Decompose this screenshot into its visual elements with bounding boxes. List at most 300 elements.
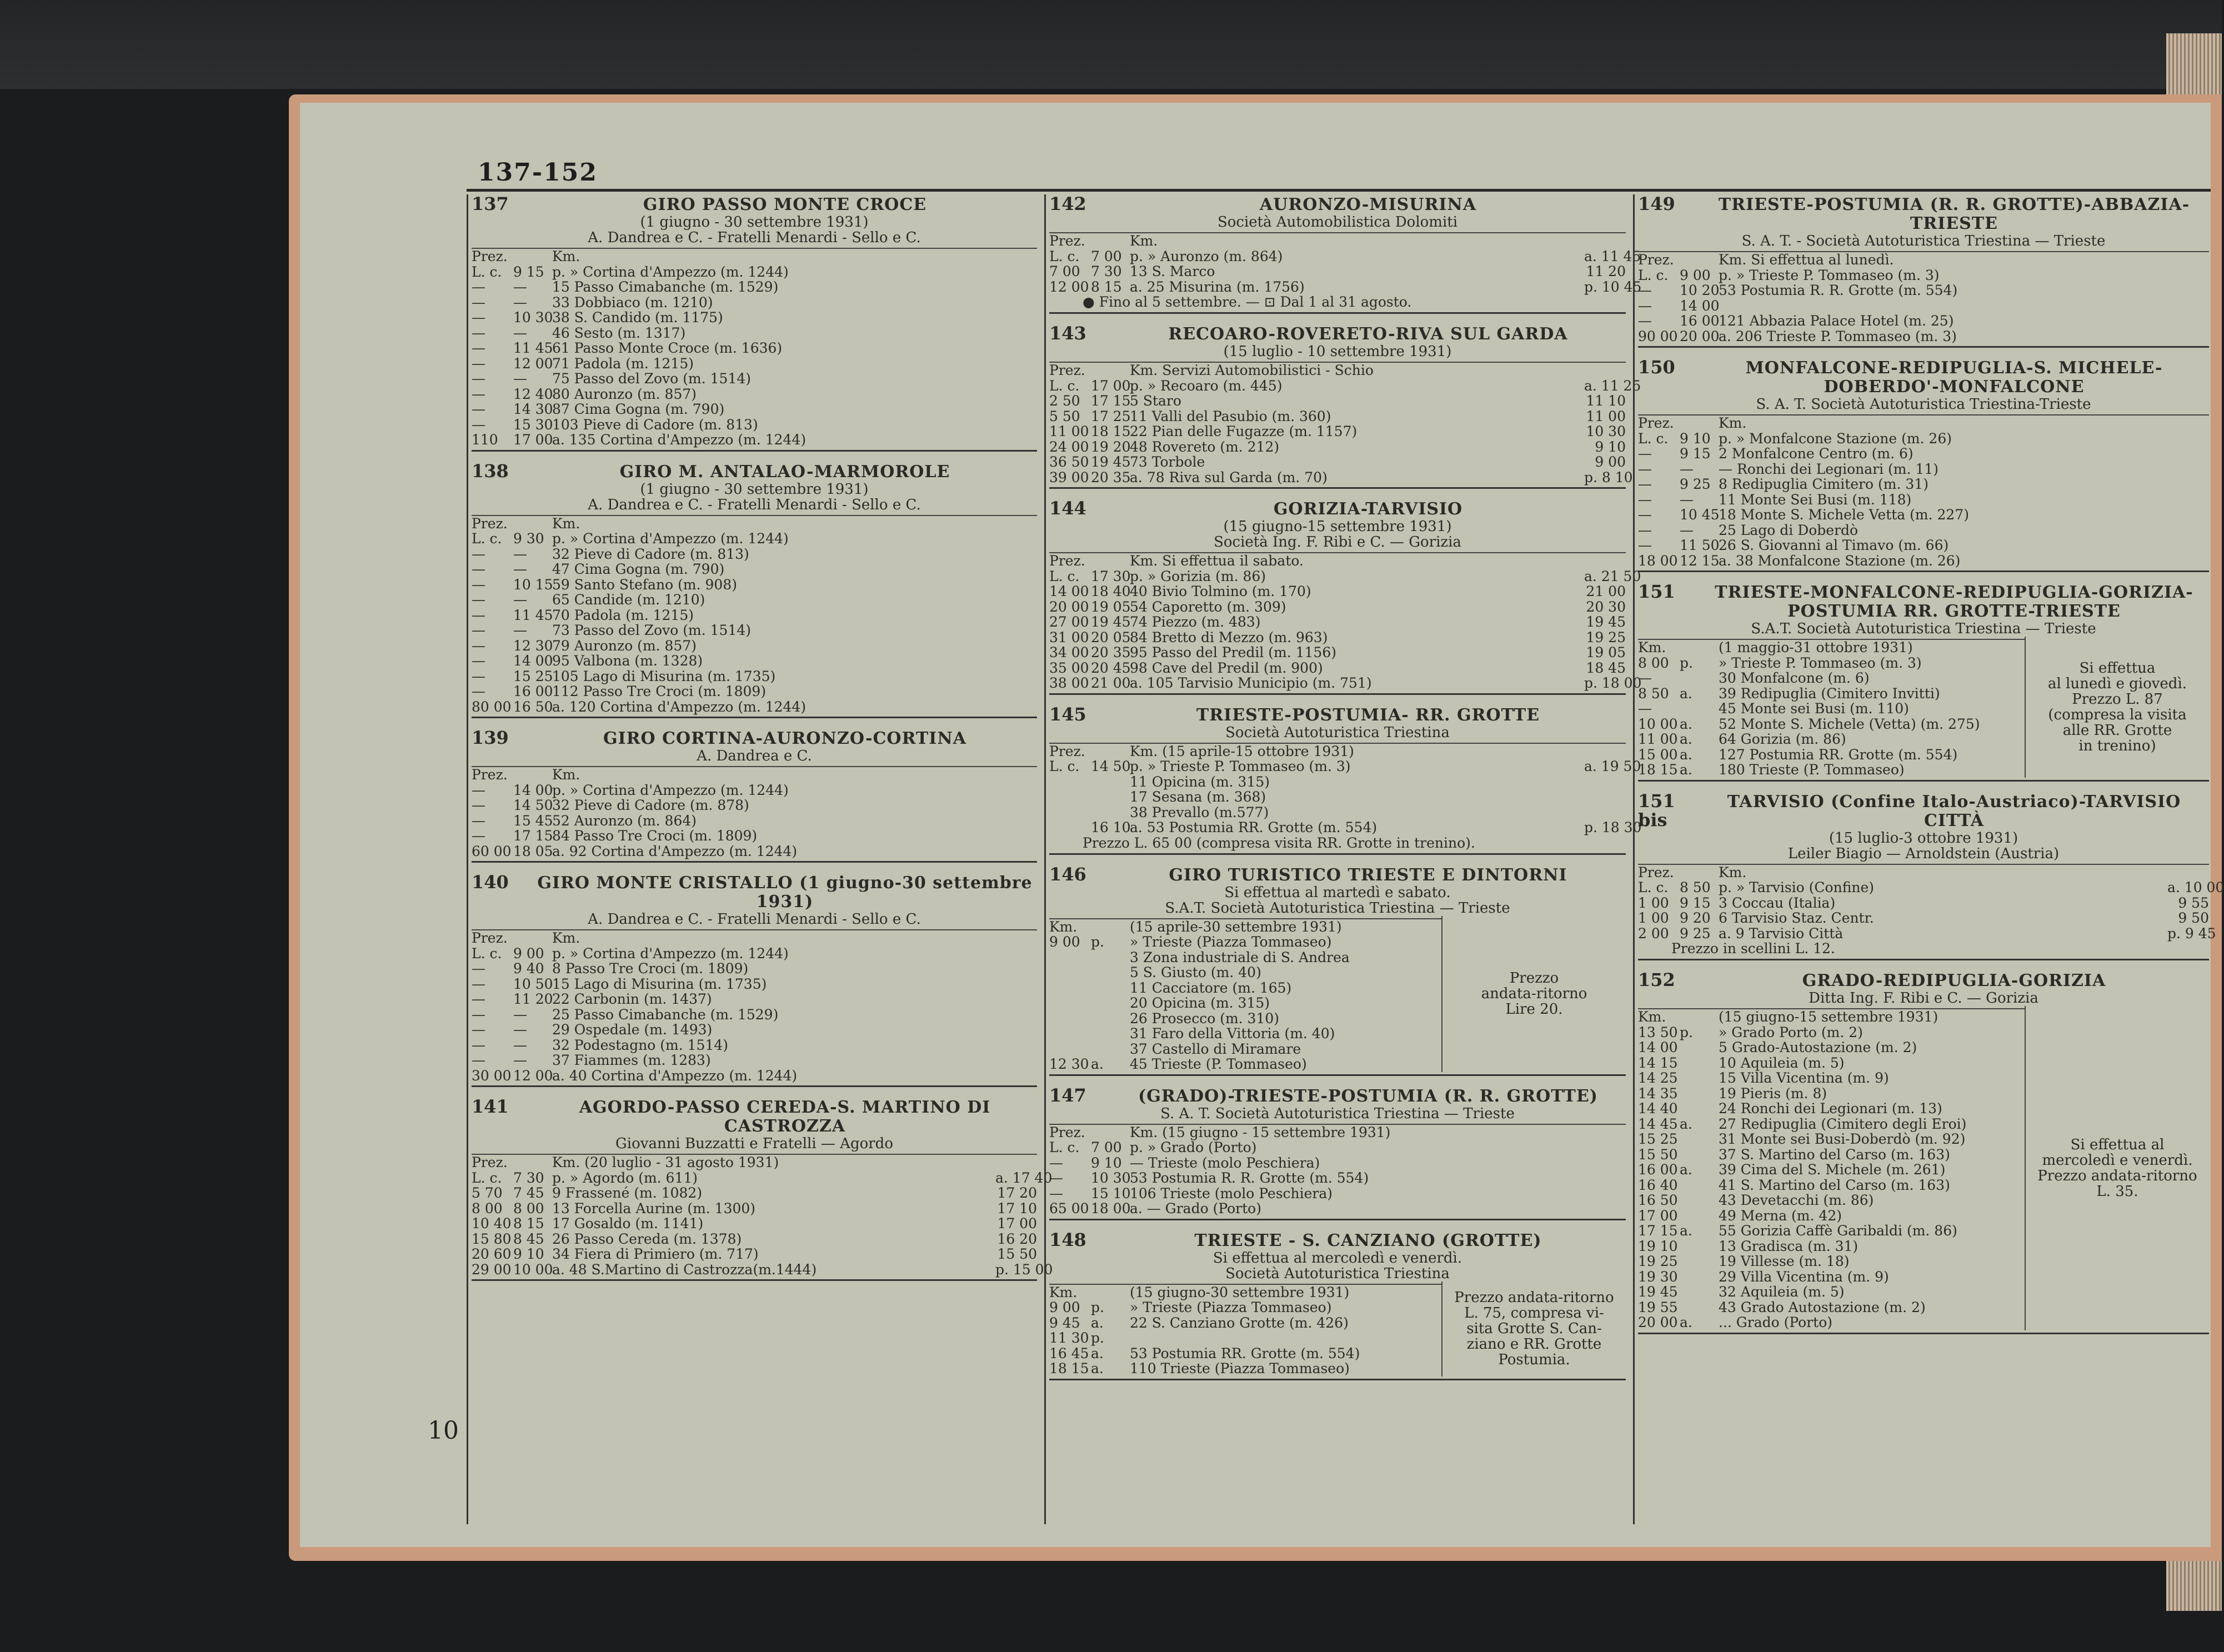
return-time-cell: a. 11 25 (1584, 377, 1641, 394)
return-time-cell: 9 50 (2178, 910, 2209, 926)
section-body (1049, 743, 1642, 835)
return-time-cell (1584, 1186, 1626, 1202)
return-time-cell (1983, 701, 2025, 717)
time-cell (1680, 252, 1719, 268)
return-time-cell (2167, 415, 2209, 431)
section-number: 152 (1638, 969, 1675, 990)
stop-cell: 59 Santo Stefano (m. 908) (552, 576, 737, 593)
timetable-row (1049, 744, 1626, 759)
timetable-row (472, 1169, 1053, 1186)
return-time-cell (1983, 1284, 2025, 1300)
time-cell (513, 1155, 552, 1170)
price-cell: — (1638, 476, 1652, 492)
price-cell: 7 00 (1049, 263, 1080, 279)
section-subtitle: Società Automobilistica Dolomiti (1217, 214, 1458, 231)
price-cell: 20 00 (1638, 1314, 1678, 1330)
stop-cell: p. » Cortina d'Ampezzo (m. 1244) (552, 945, 789, 962)
time-cell (1680, 1101, 1719, 1117)
stop-cell: 17 Gosaldo (m. 1141) (552, 1215, 704, 1232)
section-title: GIRO CORTINA-AURONZO-CORTINA (603, 729, 967, 748)
side-note-box (1441, 1281, 1626, 1376)
timetable-row (1049, 1300, 1441, 1315)
price-cell: 16 00 (1638, 1162, 1678, 1178)
timetable-row (472, 684, 1037, 699)
stop-cell: 27 Redipuglia (Cimitero degli Eroi) (1719, 1115, 1967, 1132)
price-cell: — (472, 991, 485, 1007)
price-cell: — (1638, 460, 1652, 477)
return-time-cell: 11 20 (1586, 263, 1626, 279)
stop-cell: 52 Auronzo (m. 864) (552, 812, 697, 829)
timetable-row (1049, 1170, 1626, 1186)
side-note-line: andata-ritorno (1481, 985, 1587, 1002)
section-number: 140 (472, 872, 509, 893)
side-note-line: ziano e RR. Grotte (1466, 1336, 1602, 1353)
time-cell (1680, 1178, 1719, 1193)
return-time-cell (995, 310, 1037, 326)
return-time-cell (1983, 1300, 2025, 1315)
price-cell: — (472, 607, 485, 623)
timetable-row (472, 798, 1037, 813)
section-number: 148 (1049, 1229, 1086, 1250)
timetable-row (1638, 313, 2209, 329)
timetable-row (472, 992, 1037, 1007)
timetable-row (1049, 1186, 1626, 1202)
return-time-cell: 10 30 (1586, 423, 1626, 439)
stop-cell: 43 Devetacchi (m. 86) (1719, 1192, 1874, 1208)
stop-cell: 22 Pian delle Fugazze (m. 1157) (1130, 423, 1358, 439)
section-number: 150 (1638, 357, 1675, 378)
section-subtitle: Si effettua al mercoledì e venerdì. (1213, 1249, 1462, 1266)
return-time-cell (1584, 789, 1626, 805)
stop-cell: 32 Podestagno (m. 1514) (552, 1037, 729, 1053)
time-cell (1091, 1011, 1130, 1027)
section-number: 146 (1049, 863, 1086, 885)
return-time-cell (2167, 268, 2209, 283)
price-cell: Km. (1049, 1284, 1078, 1300)
time-cell: — (513, 324, 527, 341)
time-cell: 9 10 (1680, 430, 1711, 447)
price-cell: 11 30 (1049, 1330, 1089, 1346)
timetable-section (1049, 865, 1626, 1076)
price-cell: — (1638, 537, 1652, 553)
return-time-cell (995, 813, 1037, 829)
time-cell (1091, 919, 1130, 935)
timetable-row (1638, 701, 2025, 717)
time-cell: 12 00 (513, 1067, 553, 1084)
timetable-row (472, 1185, 1037, 1201)
timetable-row (1049, 1346, 1441, 1361)
return-time-cell (1584, 363, 1626, 378)
return-time-cell (995, 356, 1037, 372)
section-subtitle: Società Ing. F. Ribi e C. — Gorizia (1214, 534, 1461, 550)
stop-cell: 87 Cima Gogna (m. 790) (552, 401, 725, 417)
timetable-row (1049, 1361, 1441, 1376)
time-cell: 20 00 (1680, 328, 1720, 344)
section-header (1049, 194, 1626, 214)
section-header (1638, 582, 2209, 621)
stop-cell: 25 Passo Cimabanche (m. 1529) (552, 1006, 779, 1023)
section-subtitle: (15 luglio-3 ottobre 1931) (1829, 829, 2018, 847)
return-time-cell (995, 623, 1037, 638)
stop-cell: (15 aprile-30 settembre 1931) (1130, 918, 1342, 935)
timetable-row (1638, 523, 2209, 538)
stop-cell: 38 Prevallo (m.577) (1130, 804, 1269, 820)
price-cell: 12 30 (1049, 1056, 1089, 1072)
section-body (1049, 552, 1642, 691)
time-cell: 9 40 (513, 960, 544, 977)
section-title: TRIESTE-POSTUMIA (R. R. GROTTE)-ABBAZIA-TRIESTE (1718, 195, 2190, 233)
time-cell (1680, 1070, 1719, 1086)
time-cell: 8 15 (513, 1215, 544, 1232)
timetable-row (472, 356, 1037, 372)
section-body (472, 766, 1037, 859)
timetable-row (472, 1246, 1037, 1262)
time-cell (513, 516, 552, 532)
price-cell: — (472, 401, 485, 417)
price-cell (1049, 950, 1091, 965)
section-note: Prezzo in scellini L. 12. (1671, 940, 1835, 957)
timetable-row (1638, 1269, 2025, 1285)
return-time-cell (1983, 1040, 2025, 1055)
timetable-section (1638, 790, 2224, 961)
header-rule (467, 189, 2211, 192)
return-time-cell (1400, 1346, 1441, 1361)
time-cell (1091, 1125, 1130, 1140)
timetable-row (472, 1053, 1037, 1068)
stop-cell: 3 Zona industriale di S. Andrea (1130, 949, 1350, 965)
price-cell: L. c. (472, 945, 502, 962)
price-cell: 38 00 (1049, 675, 1089, 691)
section-title: AURONZO-MISURINA (1259, 195, 1477, 214)
price-cell: — (472, 812, 485, 829)
return-time-cell: p. 18 00 (1584, 675, 1642, 691)
return-time-cell (2167, 507, 2209, 523)
price-cell: 34 00 (1049, 644, 1089, 660)
time-cell: 18 00 (1091, 1200, 1131, 1217)
timetable-row (472, 387, 1037, 402)
price-cell: 13 50 (1638, 1024, 1678, 1040)
timetable-rows (1049, 1124, 1626, 1217)
time-cell: 9 10 (1091, 1154, 1122, 1171)
timetable-row (1638, 1208, 2025, 1224)
return-time-cell: 17 00 (997, 1215, 1037, 1232)
stop-cell: p. » Auronzo (m. 864) (1130, 248, 1283, 264)
timetable-row (1049, 278, 1642, 295)
timetable-row (1638, 268, 2209, 283)
side-note-line: al lunedì e giovedì. (2047, 675, 2187, 692)
price-cell: — (472, 592, 485, 608)
timetable-row (1638, 747, 2025, 763)
time-cell: 17 30 (1091, 568, 1131, 584)
time-cell: a. (1680, 762, 1692, 778)
time-cell: 7 45 (513, 1185, 544, 1201)
price-cell: — (472, 294, 485, 311)
return-time-cell (2167, 462, 2209, 477)
stop-cell: 38 S. Candido (m. 1175) (552, 309, 723, 326)
stop-cell: » Trieste (Piazza Tommaseo) (1130, 934, 1332, 950)
price-cell: Prez. (1049, 233, 1085, 249)
time-cell: 10 50 (513, 975, 553, 992)
return-time-cell (995, 992, 1037, 1007)
time-cell (1680, 1086, 1719, 1102)
time-cell: 18 40 (1091, 583, 1131, 599)
timetable-row (1049, 660, 1626, 676)
timetable-row (472, 1261, 1053, 1278)
return-time-cell (1584, 1170, 1626, 1186)
timetable-row (1049, 584, 1626, 599)
timetable-row (1638, 895, 2209, 911)
section-body (1049, 232, 1642, 295)
time-cell (1680, 640, 1719, 655)
timetable-rows (472, 929, 1037, 1083)
stop-cell: 6 Tarvisio Staz. Centr. (1719, 910, 1874, 926)
timetable-row (472, 813, 1037, 829)
return-time-cell: p. 8 10 (1584, 469, 1633, 485)
time-cell: 16 00 (513, 683, 553, 699)
time-cell: a. (1680, 1162, 1692, 1178)
price-cell: Km. (1638, 639, 1666, 655)
section-title: GIRO PASSO MONTE CROCE (643, 195, 927, 214)
timetable-section (1638, 194, 2209, 348)
stop-cell: 61 Passo Monte Croce (m. 1636) (552, 340, 783, 356)
stop-cell: 65 Candide (m. 1210) (552, 592, 705, 608)
timetable-section (1638, 970, 2209, 1334)
return-time-cell (995, 417, 1037, 433)
stop-cell: 11 Cacciatore (m. 165) (1130, 979, 1292, 996)
stop-cell: 29 Villa Vicentina (m. 9) (1719, 1268, 1889, 1285)
stop-cell: 46 Sesto (m. 1317) (552, 324, 686, 341)
section-header (472, 462, 1037, 482)
stop-cell: 26 Passo Cereda (m. 1378) (552, 1230, 742, 1247)
price-cell: 12 00 (1049, 278, 1089, 295)
stop-cell: 39 Redipuglia (Cimitero Invitti) (1719, 685, 1940, 702)
stop-cell: p. » Monfalcone Stazione (m. 26) (1719, 430, 1952, 447)
timetable-row (1049, 439, 1626, 455)
return-time-cell (1584, 1155, 1626, 1171)
stop-cell: (15 giugno-15 settembre 1931) (1719, 1009, 1939, 1025)
stop-cell: 48 Rovereto (m. 212) (1130, 438, 1280, 455)
time-cell (1091, 363, 1130, 378)
timetable-row (1049, 1140, 1626, 1155)
stop-cell: 52 Monte S. Michele (Vetta) (m. 275) (1719, 715, 1980, 732)
timetable-row (1638, 477, 2209, 492)
return-time-cell (995, 531, 1037, 547)
section-title: GRADO-REDIPUGLIA-GORIZIA (1802, 971, 2106, 990)
price-cell: L. c. (1049, 568, 1080, 584)
price-cell: 18 00 (1638, 552, 1678, 569)
timetable-row (1049, 805, 1626, 820)
timetable-section (472, 873, 1037, 1087)
time-cell: 17 00 (513, 432, 553, 448)
time-cell (1680, 1300, 1719, 1315)
time-cell (1091, 1042, 1130, 1057)
return-time-cell (995, 638, 1037, 654)
return-time-cell (1400, 950, 1441, 965)
timetable-row (1049, 1125, 1626, 1140)
stop-cell: 5 Grado-Autostazione (m. 2) (1719, 1039, 1917, 1055)
return-time-cell (1983, 717, 2025, 732)
time-cell: 14 00 (513, 782, 553, 798)
price-cell: — (1638, 282, 1652, 298)
stop-cell: 80 Auronzo (m. 857) (552, 386, 697, 402)
stop-cell: 25 Lago di Doberdò (1719, 522, 1859, 538)
stop-cell: Km. (552, 930, 580, 946)
section-number: 151 bis (1638, 790, 1675, 830)
timetable-row (1638, 1315, 2025, 1330)
timetable-row (1638, 1147, 2025, 1163)
stop-cell: 26 S. Giovanni al Timavo (m. 66) (1719, 537, 1949, 553)
time-cell: p. (1680, 1024, 1693, 1040)
timetable-section (1049, 498, 1642, 695)
price-cell: — (472, 637, 485, 654)
timetable-row (472, 547, 1037, 562)
timetable-row (1049, 1201, 1626, 1217)
stop-cell: 105 Lago di Misurina (m. 1735) (552, 668, 776, 684)
section-title: TRIESTE-MONFALCONE-REDIPUGLIA-GORIZIA-POSTUMIA RR. GROTTE-TRIESTE (1715, 583, 2193, 621)
return-time-cell (995, 669, 1037, 684)
stop-cell: 20 Opicina (m. 315) (1130, 995, 1270, 1011)
stop-cell: 112 Passo Tre Croci (m. 1809) (552, 683, 767, 699)
section-subtitle: Si effettua al martedì e sabato. (1224, 884, 1451, 901)
stop-cell: Km. (1130, 233, 1158, 249)
price-cell: — (472, 797, 485, 813)
price-cell: — (472, 828, 485, 844)
timetable-row (1638, 1223, 2025, 1239)
timetable-row (472, 1155, 1037, 1170)
time-cell: 10 00 (513, 1261, 553, 1278)
timetable-row (472, 767, 1037, 783)
timetable-row (1049, 950, 1441, 965)
timetable-row (472, 562, 1037, 577)
stop-cell: 84 Passo Tre Croci (m. 1809) (552, 828, 758, 844)
stop-cell: 11 Monte Sei Busi (m. 118) (1719, 491, 1912, 508)
price-cell: — (472, 545, 485, 562)
stop-cell: 55 Gorizia Caffè Garibaldi (m. 86) (1719, 1223, 1957, 1239)
price-cell: L. c. (1049, 1139, 1080, 1155)
timetable-row (472, 977, 1037, 992)
timetable-row (1049, 393, 1626, 409)
return-time-cell (1584, 1201, 1626, 1217)
stop-cell: Km. (552, 248, 580, 264)
side-note-line: alle RR. Grotte (2062, 722, 2172, 739)
price-cell: Prez. (1638, 864, 1674, 880)
stop-cell: » Trieste (Piazza Tommaseo) (1130, 1299, 1332, 1315)
time-cell: — (513, 622, 527, 638)
side-note-line: Prezzo andata-ritorno (1454, 1289, 1614, 1306)
section-body (472, 1154, 1053, 1278)
timetable-row (472, 531, 1037, 547)
timetable-row (1638, 298, 2209, 314)
price-cell: 16 45 (1049, 1345, 1089, 1361)
return-time-cell: 20 30 (1586, 598, 1626, 615)
section-subtitle: Giovanni Buzzatti e Fratelli — Agordo (615, 1135, 893, 1152)
time-cell: 15 30 (513, 416, 553, 433)
price-cell: 14 40 (1638, 1100, 1678, 1117)
stop-cell: 13 Forcella Aurine (m. 1300) (552, 1200, 756, 1217)
timetable-row (1638, 1086, 2025, 1102)
price-cell: 9 00 (1049, 934, 1080, 950)
section-header (1049, 865, 1626, 885)
return-time-cell (995, 961, 1037, 977)
return-time-cell (995, 653, 1037, 669)
price-cell: — (1638, 670, 1652, 686)
stop-cell: 13 S. Marco (1130, 263, 1215, 279)
price-cell: 10 40 (472, 1215, 512, 1232)
stop-cell: a. 53 Postumia RR. Grotte (m. 554) (1130, 819, 1378, 835)
price-cell (1049, 965, 1091, 980)
time-cell (1091, 553, 1130, 569)
time-cell: — (513, 1022, 527, 1038)
section-header (1049, 1086, 1626, 1106)
timetable-row (1638, 507, 2209, 523)
time-cell: 8 00 (513, 1200, 544, 1217)
return-time-cell (995, 844, 1037, 859)
time-cell: 10 20 (1680, 282, 1720, 298)
stop-cell: 37 S. Martino del Carso (m. 163) (1719, 1146, 1950, 1163)
side-note-box (1441, 916, 1626, 1072)
section-number: 141 (472, 1096, 509, 1117)
timetable-row (472, 1038, 1037, 1053)
stop-cell: a. 206 Trieste P. Tommaseo (m. 3) (1719, 328, 1957, 344)
background-top (0, 0, 2222, 89)
stop-cell: 22 Carbonin (m. 1437) (552, 991, 712, 1007)
timetable-rows (472, 248, 1037, 448)
time-cell: 20 35 (1091, 644, 1131, 660)
price-cell: 18 15 (1049, 1360, 1089, 1376)
stop-cell: 73 Torbole (1130, 454, 1205, 470)
timetable-row (1638, 925, 2216, 942)
section-header (1638, 358, 2209, 397)
price-cell (1049, 1011, 1091, 1027)
timetable-rows (472, 766, 1037, 859)
price-cell: L. c. (1049, 377, 1080, 394)
stop-cell: a. — Grado (Porto) (1130, 1200, 1261, 1217)
section-subtitle: A. Dandrea e C. - Fratelli Menardi - Sello e C. (588, 496, 921, 513)
return-time-cell (995, 371, 1037, 387)
price-cell: 14 45 (1638, 1115, 1678, 1132)
price-cell: L. c. (472, 263, 502, 280)
stop-cell: 33 Dobbiaco (m. 1210) (552, 294, 713, 311)
stop-cell: p. » Trieste P. Tommaseo (m. 3) (1130, 758, 1351, 774)
section-note: ● Fino al 5 settembre. — ⊡ Dal 1 al 31 agosto. (1083, 294, 1412, 310)
return-time-cell (995, 977, 1037, 992)
time-cell (1091, 980, 1130, 996)
timetable-rows (1638, 414, 2209, 568)
price-cell: 15 00 (1638, 746, 1678, 763)
return-time-cell (1983, 1025, 2025, 1040)
return-time-cell (1400, 934, 1441, 950)
price-cell: 29 00 (472, 1261, 512, 1278)
side-note-box (2025, 1006, 2209, 1330)
timetable-row (472, 844, 1037, 859)
return-time-cell (995, 326, 1037, 341)
stop-cell: 8 Passo Tre Croci (m. 1809) (552, 960, 749, 977)
timetable-row (472, 1216, 1037, 1232)
stop-cell: 180 Trieste (P. Tommaseo) (1719, 762, 1905, 778)
time-cell: 8 15 (1091, 278, 1122, 295)
price-cell: — (1638, 700, 1652, 717)
stop-cell: 19 Pieris (m. 8) (1719, 1085, 1827, 1102)
timetable-section (1638, 582, 2209, 782)
price-cell: Prez. (1049, 743, 1085, 759)
timetable-rows (1049, 1284, 1441, 1376)
return-time-cell (995, 930, 1037, 946)
price-cell: 15 25 (1638, 1131, 1678, 1147)
time-cell: 7 00 (1091, 248, 1122, 264)
section-number: 144 (1049, 498, 1086, 519)
price-cell: 16 40 (1638, 1177, 1678, 1193)
timetable-row (1049, 789, 1626, 805)
